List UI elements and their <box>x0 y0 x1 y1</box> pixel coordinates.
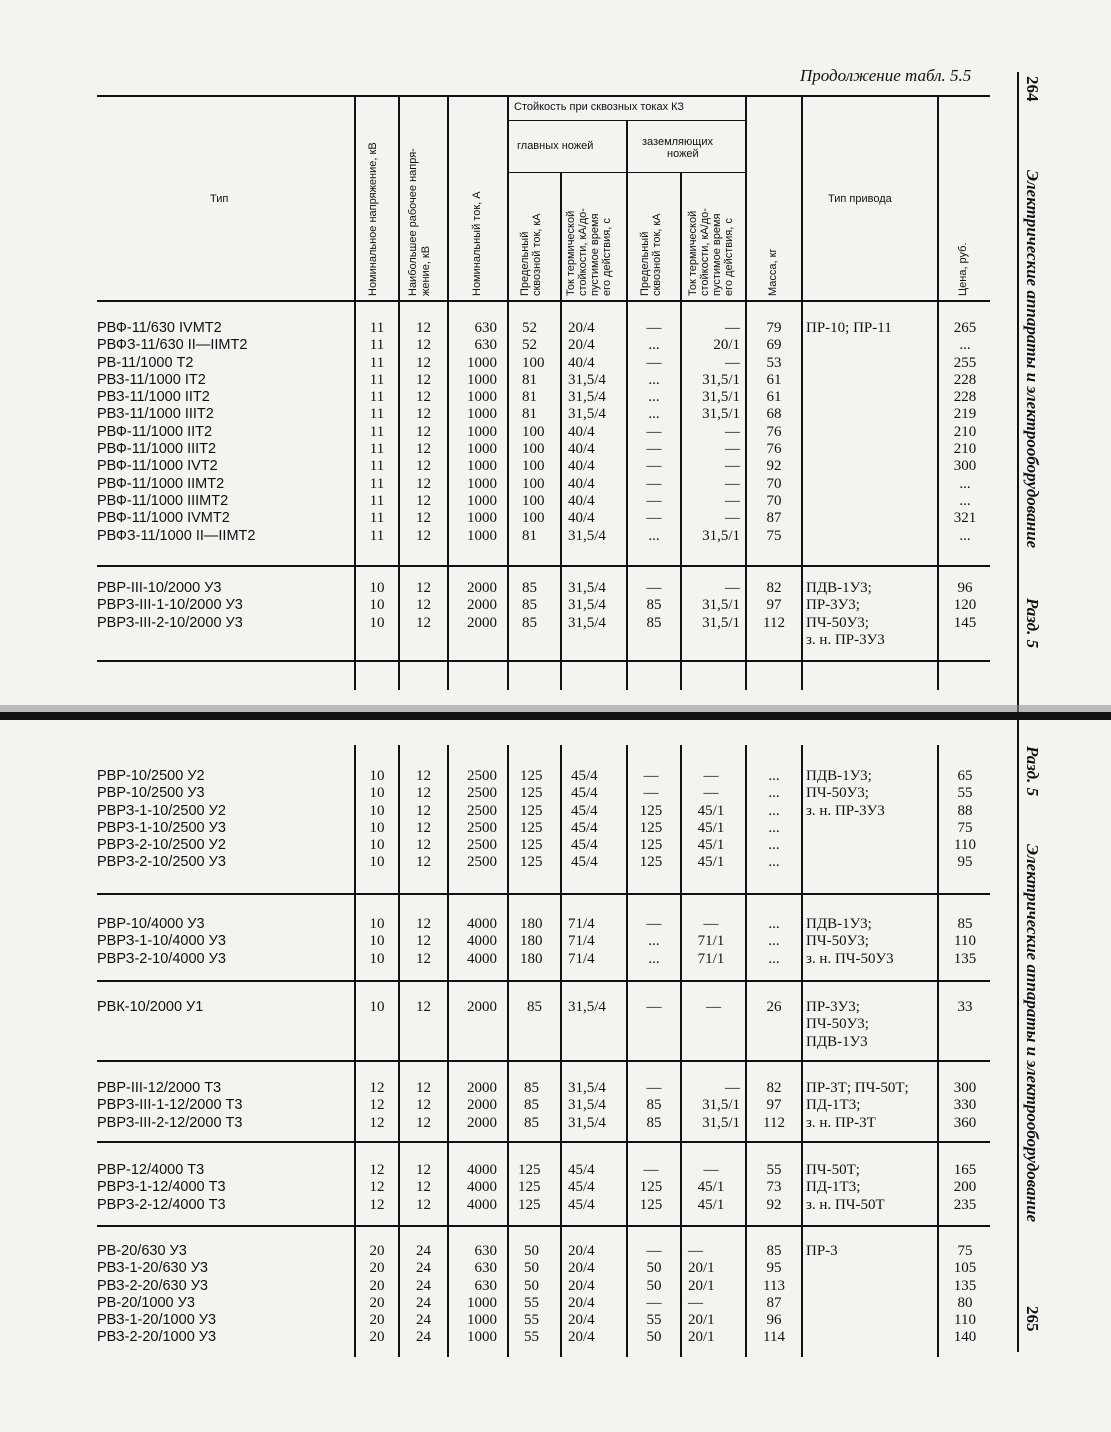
page-number-left: 264 <box>1023 76 1042 102</box>
ground-thermal-cell: — 31,5/1 31,5/1 <box>702 1080 740 1131</box>
ground-thermal-cell: — 20/1 20/1 — 20/1 20/1 <box>688 1243 715 1346</box>
main-thermal-cell: 20/4 20/4 40/4 31,5/4 31,5/4 31,5/4 40/4 40/4 40/4 40/4 40/4 40/4 31,5/4 <box>568 320 606 544</box>
price-cell: 85 110 135 <box>953 916 977 967</box>
header-ground-thermal-4: его действия, с <box>723 218 735 296</box>
price-cell: 165 200 235 <box>953 1162 977 1213</box>
mass-cell: 26 <box>766 999 782 1015</box>
unom-cell: 12 12 12 <box>369 1080 385 1131</box>
main-thermal-cell: 31,5/4 31,5/4 31,5/4 <box>568 1080 606 1131</box>
header-main-thermal-4: его действия, с <box>601 218 613 296</box>
header-ground-thermal-2: стойкости, кА/до- <box>699 208 711 296</box>
main-thermal-cell: 45/4 45/4 45/4 45/4 45/4 45/4 <box>571 768 598 871</box>
main-thermal-cell: 45/4 45/4 45/4 <box>568 1162 595 1213</box>
page-number-right: 265 <box>1023 1306 1042 1332</box>
type-cell: РВР-III-12/2000 Т3 РВРЗ-III-1-12/2000 Т3 РВРЗ-III-2-12/2000 Т3 <box>97 1080 243 1131</box>
header-main-thermal-2: стойкости, кА/до- <box>577 208 589 296</box>
unom-cell: 10 10 10 <box>369 580 385 631</box>
type-cell: РВР-12/4000 Т3 РВРЗ-1-12/4000 Т3 РВРЗ-2-12/4000 Т3 <box>97 1162 226 1213</box>
price-cell: 65 55 88 75 110 95 <box>954 768 976 871</box>
ground-peak-cell: — 50 50 — 55 50 <box>646 1243 662 1346</box>
header-ground-peak-2: сквозной ток, кА <box>651 213 663 296</box>
ground-peak-cell: — ... ... <box>646 916 662 967</box>
group-rule <box>97 1141 990 1143</box>
mass-cell: 79 69 53 61 61 68 76 76 92 70 70 87 75 <box>766 320 782 544</box>
header-bottom-rule <box>97 300 990 302</box>
header-main-thermal-1: Ток термической <box>565 210 577 296</box>
type-cell: РВ-20/630 У3 РВЗ-1-20/630 У3 РВЗ-2-20/630 У3 РВ-20/1000 У3 РВЗ-1-20/1000 У3 РВЗ-2-20/1000 У3 <box>97 1243 217 1346</box>
unom-cell: 11 11 11 11 11 11 11 11 11 11 11 11 11 <box>369 320 385 544</box>
header-max-voltage-2: жение, кВ <box>420 245 432 296</box>
type-cell: РВФ-11/630 IVМТ2 РВФЗ-11/630 II—IIМТ2 РВ-11/1000 Т2 РВЗ-11/1000 IТ2 РВЗ-11/1000 IIТ2 РВЗ-11/1000 IIIТ2 РВФ-11/1000 IIТ2 РВФ-11/1000 IIIТ2 РВФ-11/1000 IVТ2 РВФ-11/1000 IIМТ2 РВФ-11/1000 IIIМТ2 РВФ-11/1000 IVМТ2 РВФЗ-11/1000 II—IIМТ2 <box>97 320 256 544</box>
header-withstand: Стойкость при сквозных токах КЗ <box>514 101 685 113</box>
side-title-bottom: Электрические аппараты и электрооборудование <box>1023 844 1042 1223</box>
header-nominal-voltage: Номинальное напряжение, кВ <box>367 142 379 296</box>
drive-cell: ПР-3 <box>806 1243 838 1259</box>
group-rule <box>97 660 990 662</box>
main-peak-cell: 125 125 125 125 125 125 <box>520 768 543 871</box>
price-cell: 300 330 360 <box>953 1080 977 1131</box>
section-label-bottom: Разд. 5 <box>1023 746 1042 797</box>
inom-cell: 4000 4000 4000 <box>467 1162 497 1213</box>
type-cell: РВР-III-10/2000 У3 РВРЗ-III-1-10/2000 У3 РВРЗ-III-2-10/2000 У3 <box>97 580 243 631</box>
inom-cell: 630 630 1000 1000 1000 1000 1000 1000 1000 1000 1000 1000 1000 <box>467 320 497 544</box>
price-cell: 96 120 145 <box>953 580 977 631</box>
price-cell: 265 ... 255 228 228 219 210 210 300 ... ... 321 ... <box>953 320 977 544</box>
inom-cell: 2000 <box>467 999 497 1015</box>
umax-cell: 12 12 12 12 12 12 12 12 12 12 12 12 12 <box>416 320 431 544</box>
main-peak-cell: 125 125 125 <box>518 1162 541 1213</box>
inom-cell: 2500 2500 2500 2500 2500 2500 <box>467 768 497 871</box>
mass-cell: 55 73 92 <box>766 1162 782 1213</box>
header-max-voltage-1: Наибольшее рабочее напря- <box>407 148 419 296</box>
drive-cell: ПР-3Т; ПЧ-50Т; ПД-1Т3; з. н. ПР-3Т <box>806 1080 909 1131</box>
umax-cell: 12 <box>416 999 431 1015</box>
header-nominal-current: Номинальный ток, А <box>471 191 483 296</box>
main-thermal-cell: 20/4 20/4 20/4 20/4 20/4 20/4 <box>568 1243 595 1346</box>
ground-thermal-cell: — 71/1 71/1 <box>697 916 725 967</box>
header-ground-knives-1: заземляющих <box>642 136 713 148</box>
fold-band <box>0 712 1111 720</box>
header-main-thermal-3: пустимое время <box>589 213 601 296</box>
unom-cell: 20 20 20 20 20 20 <box>369 1243 385 1346</box>
drive-cell: ПДВ-1У3; ПЧ-50У3; з. н. ПЧ-50У3 <box>806 916 894 967</box>
header-main-peak-2: сквозной ток, кА <box>531 213 543 296</box>
umax-cell: 12 12 12 <box>416 1080 431 1131</box>
header-top-rule <box>97 95 990 97</box>
unom-cell: 10 10 10 <box>369 916 385 967</box>
section-label-top: Разд. 5 <box>1023 598 1042 649</box>
ground-peak-cell: — ... — ... ... ... — — — — — — ... <box>646 320 662 544</box>
header-main-peak-1: Предельный <box>519 231 531 296</box>
main-peak-cell: 180 180 180 <box>520 916 543 967</box>
main-thermal-cell: 71/4 71/4 71/4 <box>568 916 595 967</box>
group-rule <box>97 980 990 982</box>
group-rule <box>97 1060 990 1062</box>
drive-cell: ПДВ-1У3; ПЧ-50У3; з. н. ПР-3У3 <box>806 768 885 819</box>
drive-cell: ПР-10; ПР-11 <box>806 320 892 336</box>
drive-cell: ПДВ-1У3; ПР-3У3; ПЧ-50У3; з. н. ПР-3У3 <box>806 580 885 648</box>
ground-thermal-cell: — — 45/1 45/1 45/1 45/1 <box>697 768 725 871</box>
mass-cell: 82 97 112 <box>763 1080 785 1131</box>
main-peak-cell: 85 85 85 <box>524 1080 539 1131</box>
header-ground-thermal-1: Ток термической <box>687 210 699 296</box>
drive-cell: ПЧ-50Т; ПД-1Т3; з. н. ПЧ-50Т <box>806 1162 885 1213</box>
main-peak-cell: 50 50 50 55 55 55 <box>524 1243 539 1346</box>
mass-cell: 85 95 113 87 96 114 <box>763 1243 785 1346</box>
group-rule <box>97 1225 990 1227</box>
price-cell: 33 <box>957 999 973 1015</box>
ground-thermal-cell: — <box>706 999 721 1015</box>
header-ground-knives-2: ножей <box>667 148 699 160</box>
header-drive: Тип привода <box>828 193 892 205</box>
header-mass: Масса, кг <box>767 248 779 296</box>
type-cell: РВР-10/2500 У2 РВР-10/2500 У3 РВРЗ-1-10/2500 У2 РВРЗ-1-10/2500 У3 РВРЗ-2-10/2500 У2 РВРЗ-2-10/2500 У3 <box>97 768 226 871</box>
inom-cell: 2000 2000 2000 <box>467 1080 497 1131</box>
mass-cell: 82 97 112 <box>763 580 785 631</box>
ground-peak-cell: — 85 85 <box>646 580 662 631</box>
header-ground-peak-1: Предельный <box>639 231 651 296</box>
ground-peak-cell: — 85 85 <box>646 1080 662 1131</box>
unom-cell: 12 12 12 <box>369 1162 385 1213</box>
unom-cell: 10 10 10 10 10 10 <box>369 768 385 871</box>
umax-cell: 12 12 12 <box>416 1162 431 1213</box>
unom-cell: 10 <box>369 999 385 1015</box>
price-cell: 75 105 135 80 110 140 <box>953 1243 977 1346</box>
umax-cell: 12 12 12 12 12 12 <box>416 768 431 871</box>
inom-cell: 2000 2000 2000 <box>467 580 497 631</box>
mass-cell: ... ... ... ... ... ... <box>768 768 780 871</box>
continuation-caption: Продолжение табл. 5.5 <box>800 66 972 85</box>
header-type: Тип <box>210 193 229 205</box>
main-peak-cell: 85 85 85 <box>522 580 537 631</box>
group-rule <box>97 565 990 567</box>
header-main-knives: главных ножей <box>517 140 594 152</box>
main-peak-cell: 52 52 100 81 81 81 100 100 100 100 100 100 81 <box>522 320 545 544</box>
umax-cell: 24 24 24 24 24 24 <box>416 1243 431 1346</box>
umax-cell: 12 12 12 <box>416 916 431 967</box>
umax-cell: 12 12 12 <box>416 580 431 631</box>
type-cell: РВР-10/4000 У3 РВРЗ-1-10/4000 У3 РВРЗ-2-10/4000 У3 <box>97 916 226 967</box>
side-title-top: Электрические аппараты и электрооборудование <box>1023 170 1042 549</box>
ground-peak-cell: — 125 125 <box>639 1162 663 1213</box>
ground-thermal-cell: — 20/1 — 31,5/1 31,5/1 31,5/1 — — — — — — 31,5/1 <box>702 320 740 544</box>
main-peak-cell: 85 <box>527 999 542 1015</box>
main-thermal-cell: 31,5/4 31,5/4 31,5/4 <box>568 580 606 631</box>
header-ground-thermal-3: пустимое время <box>711 213 723 296</box>
header-price: Цена, руб. <box>957 242 969 296</box>
ground-peak-cell: — <box>646 999 662 1015</box>
inom-cell: 630 630 630 1000 1000 1000 <box>467 1243 497 1346</box>
inom-cell: 4000 4000 4000 <box>467 916 497 967</box>
mass-cell: ... ... ... <box>768 916 780 967</box>
ground-peak-cell: — — 125 125 125 125 <box>639 768 663 871</box>
group-rule <box>97 893 990 895</box>
ground-thermal-cell: — 31,5/1 31,5/1 <box>702 580 740 631</box>
drive-cell: ПР-3У3; ПЧ-50У3; ПДВ-1У3 <box>806 999 869 1050</box>
ground-thermal-cell: — 45/1 45/1 <box>697 1162 725 1213</box>
main-thermal-cell: 31,5/4 <box>568 999 606 1015</box>
type-cell: РВК-10/2000 У1 <box>97 999 204 1015</box>
